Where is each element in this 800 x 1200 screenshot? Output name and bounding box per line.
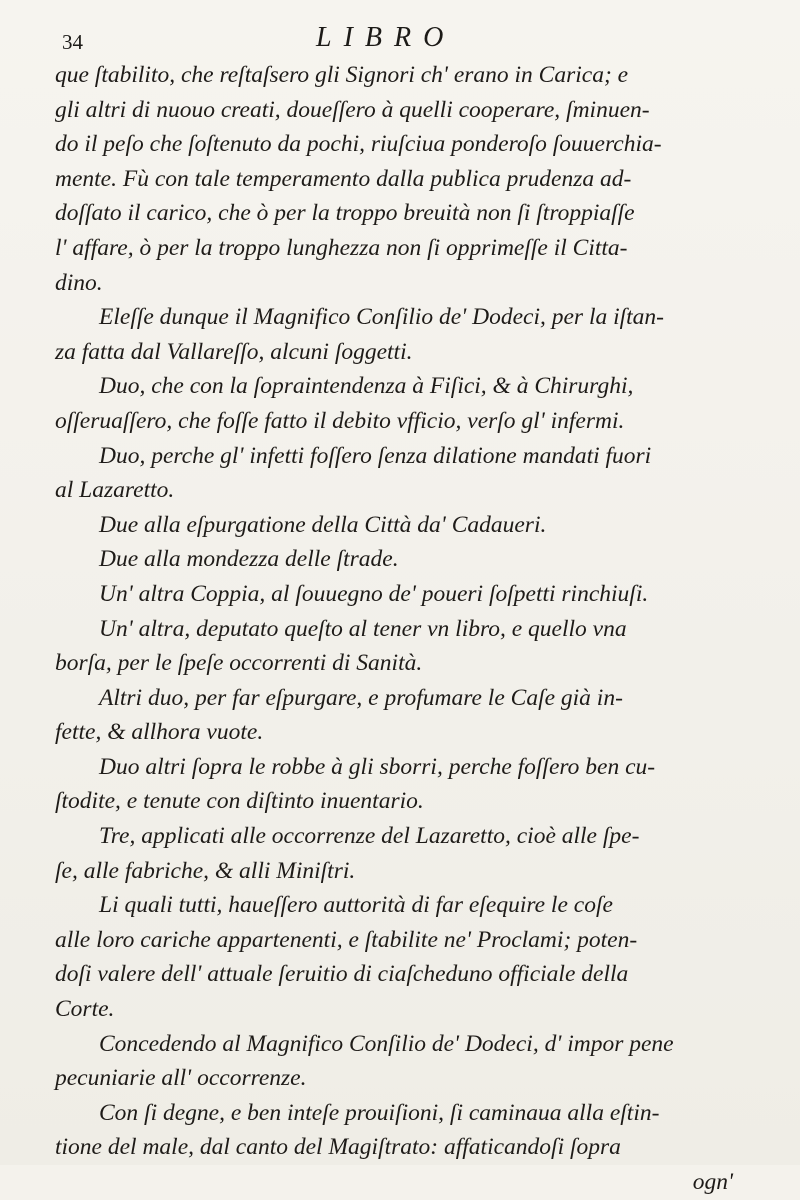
text-line: gli altri di nuouo creati, doueſſero à quelli cooperare, ſminuen- [55,96,650,123]
text-line: Due alla eſpurgatione della Città da' Cadaueri. [99,511,547,538]
text-line: Eleſſe dunque il Magnifico Conſilio de' Dodeci, per la iſtan- [99,304,665,331]
text-line: Concedendo al Magnifico Conſilio de' Dodeci, d' impor pene [99,1030,674,1057]
text-line: Un' altra Coppia, al ſouuegno de' poueri ſoſpetti rinchiuſi. [99,580,649,607]
running-head: LIBRO [316,22,456,53]
text-line: Duo, che con la ſopraintendenza à Fiſici, & à Chirurghi, [99,373,634,400]
text-line: al Lazaretto. [55,477,175,504]
text-line: tione del male, dal canto del Magiſtrato: affaticandoſi ſopra [55,1134,621,1161]
text-line: dino. [55,269,103,296]
text-line: Un' altra, deputato queſto al tener vn libro, e quello vna [99,615,627,642]
text-line: Due alla mondezza delle ſtrade. [99,546,399,573]
text-line: Altri duo, per far eſpurgare, e profumare le Caſe già in- [99,684,623,711]
text-line: Duo, perche gl' infetti foſſero ſenza dilatione mandati fuori [99,442,652,469]
page-header [62,18,662,58]
text-line: ſe, alle fabriche, & alli Miniſtri. [55,857,356,884]
text-line: Tre, applicati alle occorrenze del Lazaretto, cioè alle ſpe- [99,823,640,850]
body-text [55,58,745,1200]
text-line: borſa, per le ſpeſe occorrenti di Sanità. [55,650,423,677]
catchword: ogn' [692,1169,733,1195]
text-line: doſſato il carico, che ò per la troppo breuità non ſi ſtroppiaſſe [55,200,635,227]
text-line: pecuniarie all' occorrenze. [55,1065,307,1092]
page-number: 34 [62,30,83,54]
text-line: za fatta dal Vallareſſo, alcuni ſoggetti. [55,338,413,365]
text-line: Li quali tutti, haueſſero auttorità di far eſequire le coſe [99,892,613,919]
text-line: Con ſi degne, e ben inteſe prouiſioni, ſi caminaua alla eſtin- [99,1099,660,1126]
text-line: oſſeruaſſero, che foſſe fatto il debito vfficio, verſo gl' infermi. [55,407,625,434]
text-line: doſi valere dell' attuale ſeruitio di ciaſcheduno officiale della [55,961,629,988]
text-line: do il peſo che ſoſtenuto da pochi, riuſciua ponderoſo ſouuerchia- [55,131,662,158]
text-line: que ſtabilito, che reſtaſsero gli Signori ch' erano in Carica; e [55,62,629,88]
text-line: Duo altri ſopra le robbe à gli sborri, perche foſſero ben cu- [99,753,656,780]
text-line: fette, & allhora vuote. [55,719,264,746]
text-line: mente. Fù con tale temperamento dalla publica prudenza ad- [55,165,632,192]
text-line: ſtodite, e tenute con diſtinto inuentario. [55,788,424,815]
text-line: l' affare, ò per la troppo lunghezza non ſi opprimeſſe il Citta- [55,234,628,261]
text-line: alle loro cariche appartenenti, e ſtabilite ne' Proclami; poten- [55,926,638,953]
text-line: Corte. [55,996,115,1023]
